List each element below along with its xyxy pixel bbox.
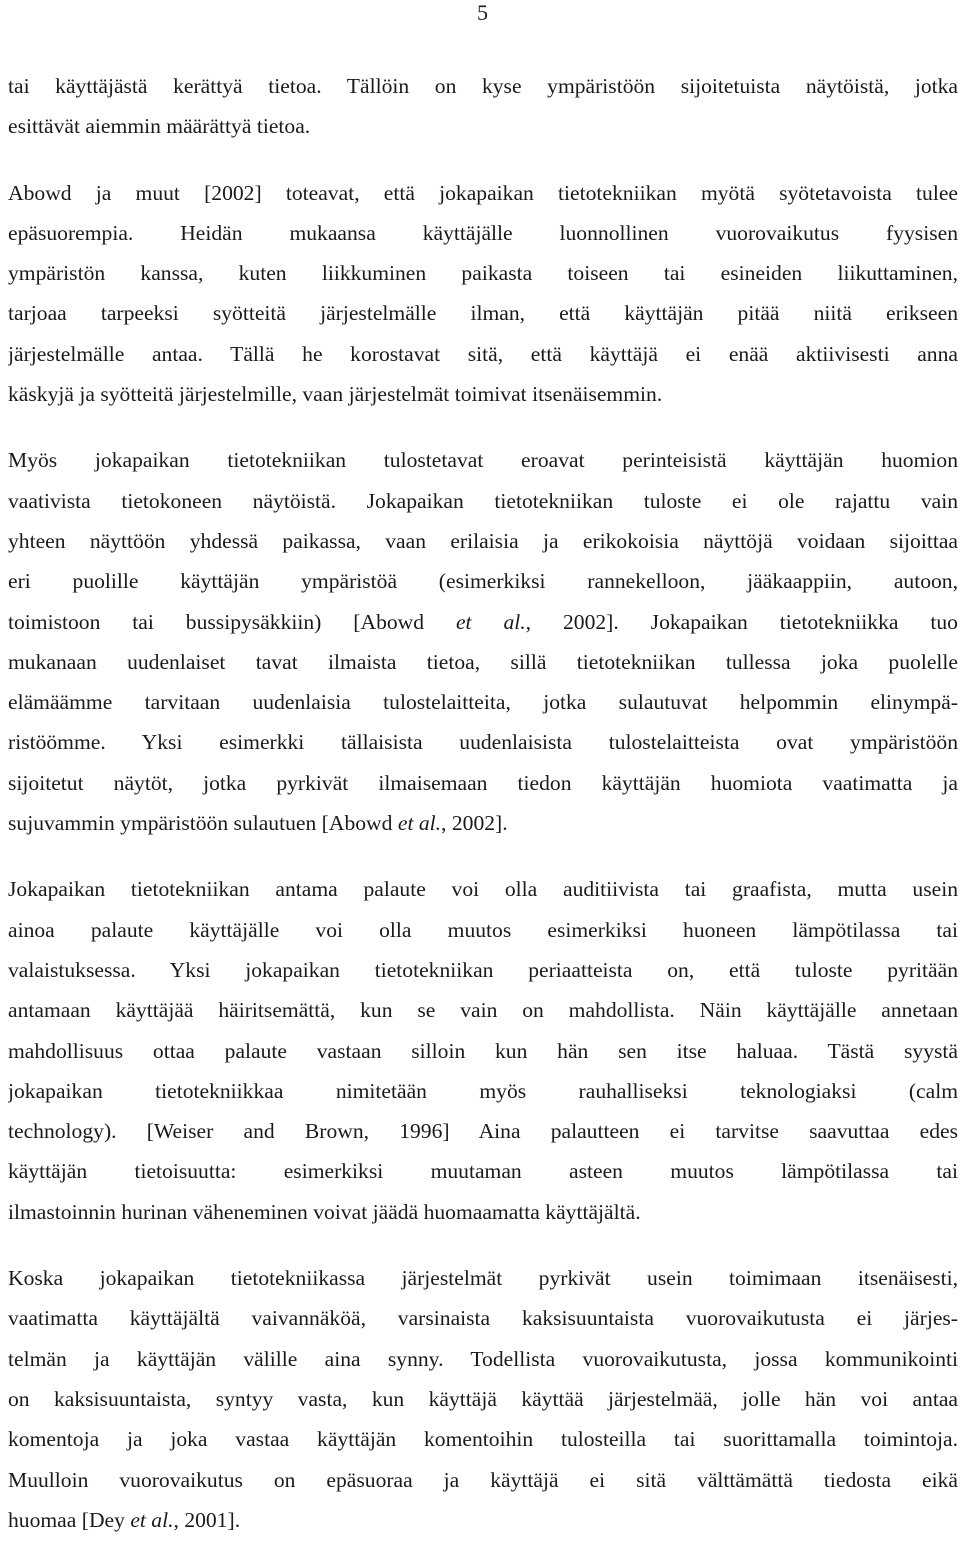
text-line xyxy=(8,374,958,414)
document-body xyxy=(8,66,958,1540)
text-line xyxy=(8,1419,958,1459)
line-text: vaativista tietokoneen näytöistä. Jokapaikan tietotekniikan tuloste ei ole rajattu vain xyxy=(8,488,958,513)
line-text: tai käyttäjästä kerättyä tietoa. Tällöin on kyse ympäristöön sijoitetuista näytöistä, jotka xyxy=(8,74,958,98)
line-text-continued: , 2001]. xyxy=(173,1507,241,1532)
text-line xyxy=(8,803,958,843)
text-line xyxy=(8,1111,958,1151)
text-line xyxy=(8,440,958,480)
line-text: telmän ja käyttäjän välille aina synny. Todellista vuorovaikutusta, jossa kommunikointi xyxy=(8,1346,958,1371)
line-text: huomaa [Dey xyxy=(8,1507,131,1532)
paragraph-gap xyxy=(8,414,958,440)
text-line xyxy=(8,682,958,722)
paragraph xyxy=(8,869,958,1232)
line-text: Muulloin vuorovaikutus on epäsuoraa ja käyttäjä ei sitä välttämättä tiedosta eikä xyxy=(8,1467,958,1492)
line-text: käyttäjän tietoisuutta: esimerkiksi muutaman asteen muutos lämpötilassa tai xyxy=(8,1159,958,1184)
line-text: yhteen näyttöön yhdessä paikassa, vaan erilaisia ja erikokoisia näyttöjä voidaan sijoittaa xyxy=(8,528,958,553)
text-line xyxy=(8,293,958,333)
text-line xyxy=(8,910,958,950)
line-text: on kaksisuuntaista, syntyy vasta, kun käyttäjä käyttää järjestelmää, jolle hän voi antaa xyxy=(8,1386,958,1411)
paragraph xyxy=(8,1258,958,1540)
text-line xyxy=(8,106,958,146)
line-text: elämäämme tarvitaan uudenlaisia tulostelaitteita, jotka sulautuvat helpommin elinympä- xyxy=(8,690,958,715)
text-line xyxy=(8,1192,958,1232)
text-line xyxy=(8,1298,958,1338)
page-number: 5 xyxy=(477,0,488,25)
line-text: valaistuksessa. Yksi jokapaikan tietotekniikan periaatteista on, että tuloste pyritään xyxy=(8,957,958,982)
text-line xyxy=(8,1258,958,1298)
line-text: tarjoaa tarpeeksi syötteitä järjestelmälle ilman, että käyttäjän pitää niitä erikseen xyxy=(8,301,958,326)
line-text: ainoa palaute käyttäjälle voi olla muutos esimerkiksi huoneen lämpötilassa tai xyxy=(8,917,958,942)
text-line xyxy=(8,763,958,803)
line-text: Koska jokapaikan tietotekniikassa järjestelmät pyrkivät usein toimimaan itsenäisesti, xyxy=(8,1266,958,1291)
text-line xyxy=(8,213,958,253)
line-text: Abowd ja muut [2002] toteavat, että jokapaikan tietotekniikan myötä syötetavoista tulee xyxy=(8,180,958,205)
line-text: jokapaikan tietotekniikkaa nimitetään myös rauhalliseksi teknologiaksi (calm xyxy=(8,1078,958,1103)
line-text: komentoja ja joka vastaa käyttäjän komentoihin tulosteilla tai suorittamalla toimintoja. xyxy=(8,1427,958,1452)
text-line xyxy=(8,869,958,909)
text-line xyxy=(8,990,958,1030)
paragraph-gap xyxy=(8,1232,958,1258)
line-text: eri puolille käyttäjän ympäristöä (esimerkiksi rannekelloon, jääkaappiin, autoon, xyxy=(8,569,958,594)
line-text: sijoitetut näytöt, jotka pyrkivät ilmaisemaan tiedon käyttäjän huomiota vaatimatta ja xyxy=(8,770,958,795)
paragraph xyxy=(8,440,958,843)
text-line xyxy=(8,602,958,642)
line-text: antamaan käyttäjää häiritsemättä, kun se vain on mahdollista. Näin käyttäjälle annetaan xyxy=(8,998,958,1023)
text-line xyxy=(8,1379,958,1419)
text-line xyxy=(8,481,958,521)
text-line xyxy=(8,1500,958,1540)
line-text: esittävät aiemmin määrättyä tietoa. xyxy=(8,114,311,139)
text-line xyxy=(8,722,958,762)
paragraph-gap xyxy=(8,843,958,869)
text-line xyxy=(8,334,958,374)
paragraph xyxy=(8,173,958,415)
line-text: ristöömme. Yksi esimerkki tällaisista uudenlaisista tulostelaitteista ovat ympäristöön xyxy=(8,730,958,755)
text-line xyxy=(8,1031,958,1071)
text-line xyxy=(8,1151,958,1191)
citation-italic: et al. xyxy=(130,1507,174,1532)
text-line xyxy=(8,561,958,601)
text-line xyxy=(8,66,958,106)
text-line xyxy=(8,1339,958,1379)
line-text: vaatimatta käyttäjältä vaivannäköä, varsinaista kaksisuuntaista vuorovaikutusta ei järjes- xyxy=(8,1306,958,1331)
citation-italic: et al. xyxy=(455,609,526,634)
line-text: mukanaan uudenlaiset tavat ilmaista tietoa, sillä tietotekniikan tullessa joka puolelle xyxy=(8,649,958,674)
line-text-continued: , 2002]. Jokapaikan tietotekniikka tuo xyxy=(525,609,958,634)
text-line xyxy=(8,253,958,293)
text-line xyxy=(8,642,958,682)
line-text: järjestelmälle antaa. Tällä he korostavat sitä, että käyttäjä ei enää aktiivisesti anna xyxy=(8,341,958,366)
text-line xyxy=(8,1460,958,1500)
line-text: sujuvammin ympäristöön sulautuen [Abowd xyxy=(8,811,398,836)
line-text-continued: , 2002]. xyxy=(441,811,508,836)
text-line xyxy=(8,521,958,561)
citation-italic: et al. xyxy=(397,811,442,836)
paragraph-gap xyxy=(8,147,958,173)
line-text: ilmastoinnin hurinan väheneminen voivat jäädä huomaamatta käyttäjältä. xyxy=(8,1199,641,1224)
line-text: käskyjä ja syötteitä järjestelmille, vaan järjestelmät toimivat itsenäisemmin. xyxy=(8,382,663,407)
text-line xyxy=(8,173,958,213)
text-line xyxy=(8,950,958,990)
line-text: Myös jokapaikan tietotekniikan tulostetavat eroavat perinteisistä käyttäjän huomion xyxy=(8,448,958,473)
line-text: mahdollisuus ottaa palaute vastaan silloin kun hän sen itse haluaa. Tästä syystä xyxy=(8,1038,958,1063)
line-text: technology). [Weiser and Brown, 1996] Aina palautteen ei tarvitse saavuttaa edes xyxy=(8,1119,958,1144)
text-line xyxy=(8,1071,958,1111)
paragraph xyxy=(8,66,958,147)
line-text: toimistoon tai bussipysäkkiin) [Abowd xyxy=(8,609,456,634)
line-text: epäsuorempia. Heidän mukaansa käyttäjälle luonnollinen vuorovaikutus fyysisen xyxy=(8,220,958,245)
line-text: Jokapaikan tietotekniikan antama palaute voi olla auditiivista tai graafista, mutta usein xyxy=(8,877,958,902)
line-text: ympäristön kanssa, kuten liikkuminen paikasta toiseen tai esineiden liikuttaminen, xyxy=(8,261,958,286)
